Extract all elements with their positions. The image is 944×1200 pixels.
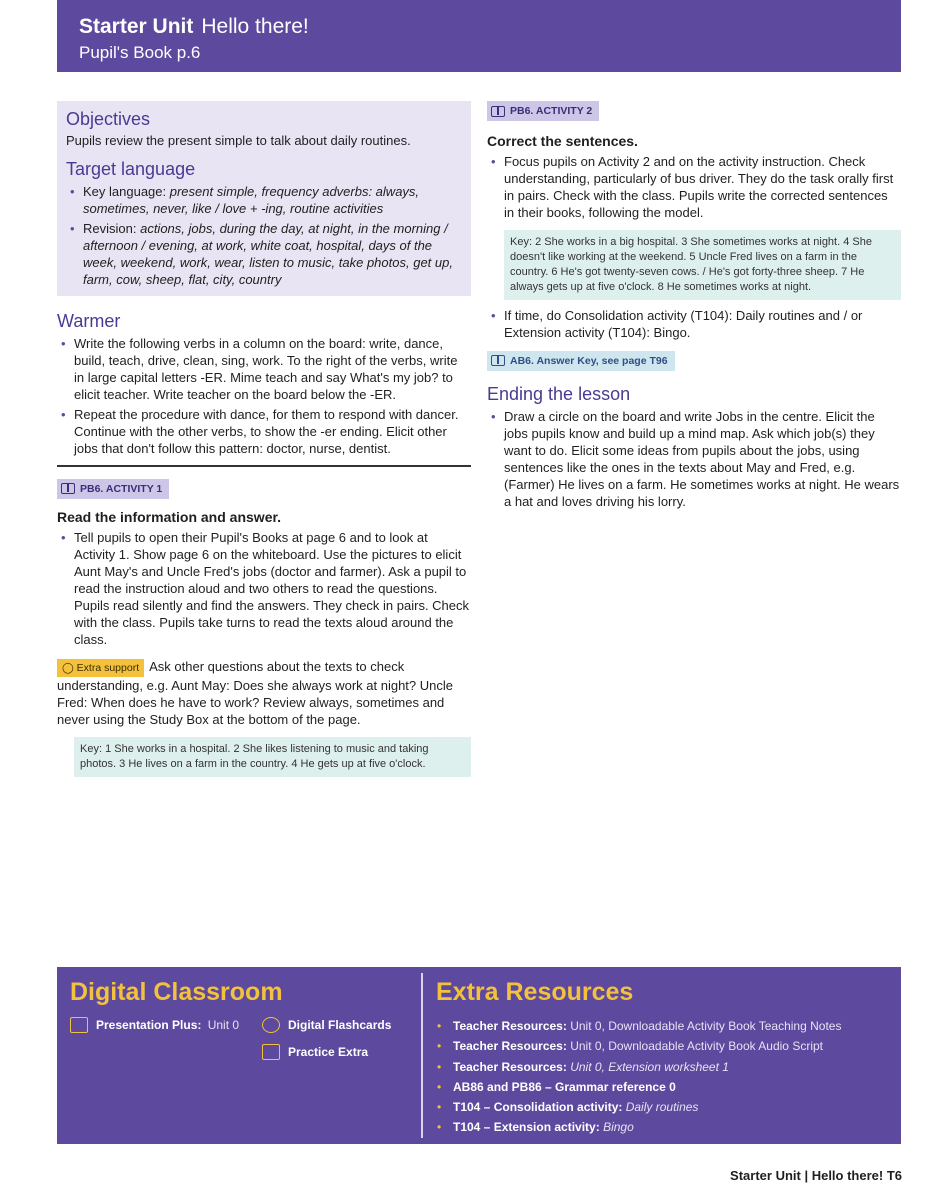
list-item[interactable]: • Teacher Resources: Unit 0, Extension worksheet 1: [436, 1059, 896, 1075]
activity2-list-2: [487, 307, 901, 341]
activity2-list: [487, 153, 901, 221]
ending-list: [487, 408, 901, 510]
objectives-heading: Objectives: [66, 109, 151, 129]
activity2-tag: PB6. ACTIVITY 2: [487, 101, 599, 121]
digital-flashcards-item[interactable]: Digital Flashcards: [262, 1017, 394, 1033]
book-icon: [491, 106, 505, 117]
practice-extra-item[interactable]: Practice Extra: [262, 1044, 371, 1060]
objectives-box: [57, 101, 471, 296]
right-column: [487, 101, 901, 510]
list-item: • Tell pupils to open their Pupil's Books at page 6 and to look at Activity 1. Show page 6 on the whiteboard. Use the pictures to elicit Aunt May's and Uncle Fred's jobs (doctor and farmer). Ask a pupil to read the instruction aloud and two others to read the questions. Pupils read silently and find the answers. They check in pairs. Check with the class. Pupils take turns to read the texts aloud around the class.: [57, 529, 471, 648]
resources-footer: [57, 967, 901, 1144]
ab-answer-key-tag: AB6. Answer Key, see page T96: [487, 351, 675, 371]
unit-label: Starter Unit: [79, 15, 194, 38]
list-item: • Key language: present simple, frequency adverbs: always, sometimes, never, like / love + -ing, routine activities: [66, 183, 461, 217]
extra-support-paragraph: [57, 658, 471, 728]
list-item: • Write the following verbs in a column on the board: write, dance, build, teach, drive, clean, sing, work. To the right of the verbs, write in large capital letters -ER. Mime teach and say What's my job? to elicit teacher. Write teacher on the board below the -ER.: [57, 335, 471, 403]
objectives-text: Pupils review the present simple to talk about daily routines.: [66, 133, 411, 148]
target-language-heading: Target language: [66, 159, 196, 179]
list-item[interactable]: • Teacher Resources: Unit 0, Downloadable Activity Book Teaching Notes: [436, 1018, 896, 1034]
digital-classroom-heading: Digital Classroom: [70, 978, 283, 1006]
activity1-title: Read the information and answer.: [57, 509, 282, 525]
activity2-key: Key: 2 She works in a big hospital. 3 She sometimes works at night. 4 She doesn't like working at the weekend. 5 Uncle Fred lives on a farm in the country. 6 He's got twenty-seven cows. / He's got forty-three sheep. 7 He always gets up at five o'clock. 8 He sometimes works at night.: [504, 230, 901, 300]
extra-resources-heading: Extra Resources: [436, 978, 634, 1006]
footer-divider: [421, 973, 423, 1138]
page-reference: Starter Unit | Hello there! T6: [730, 1168, 902, 1183]
activity1-key: Key: 1 She works in a hospital. 2 She likes listening to music and taking photos. 3 He lives on a farm in the country. 4 He gets up at five o'clock.: [74, 737, 471, 777]
unit-title: Hello there!: [201, 15, 309, 38]
section-divider: [57, 465, 471, 467]
list-item: • Focus pupils on Activity 2 and on the activity instruction. Check understanding, particularly of bus driver. They do the task orally first in pairs. Check with the class. Pupils write the corrected sentences in their books, following the model.: [487, 153, 901, 221]
book-icon: [491, 355, 505, 366]
activity1-list: [57, 529, 471, 648]
extra-support-badge: ◯ Extra support: [57, 659, 144, 677]
list-item: • If time, do Consolidation activity (T104): Daily routines and / or Extension activity (T104): Bingo.: [487, 307, 901, 341]
book-icon: [61, 483, 75, 494]
activity1-tag: PB6. ACTIVITY 1: [57, 479, 169, 499]
unit-title-line: [79, 14, 879, 40]
practice-icon: [262, 1044, 280, 1060]
list-item[interactable]: • Teacher Resources: Unit 0, Downloadable Activity Book Audio Script: [436, 1038, 896, 1054]
page-header: [57, 0, 901, 72]
ending-heading: Ending the lesson: [487, 384, 631, 404]
list-item: • Repeat the procedure with dance, for them to respond with dancer. Continue with the other verbs, to show the -er ending. Elicit other jobs that don't follow this pattern: doctor, nurse, dentist.: [57, 406, 471, 457]
presentation-icon: [70, 1017, 88, 1033]
list-item[interactable]: • T104 – Extension activity: Bingo: [436, 1119, 896, 1135]
warmer-list: [57, 335, 471, 457]
list-item[interactable]: • T104 – Consolidation activity: Daily routines: [436, 1099, 896, 1115]
presentation-plus-item[interactable]: Presentation Plus: Unit 0: [70, 1017, 239, 1033]
book-ref: Pupil's Book p.6: [79, 43, 201, 62]
activity2-title: Correct the sentences.: [487, 132, 638, 149]
list-item[interactable]: • AB86 and PB86 – Grammar reference 0: [436, 1079, 896, 1095]
flashcards-icon: [262, 1017, 280, 1033]
list-item: • Revision: actions, jobs, during the day, at night, in the morning / afternoon / evening, at work, white coat, hospital, days of the week, weekend, work, wear, listen to music, take photos, get up, farm, cow, sheep, flat, city, country: [66, 220, 461, 288]
left-column: [57, 101, 471, 777]
list-item: • Draw a circle on the board and write Jobs in the centre. Elicit the jobs pupils know and build up a mind map. Ask which job(s) they want to do. Elicit some ideas from pupils about the jobs, using sentences like the ones in the texts about May and Fred, e.g. (Farmer) He lives on a farm. He sometimes works at night. He wears a hat and loves driving his lorry.: [487, 408, 901, 510]
warmer-heading: Warmer: [57, 311, 121, 331]
extra-resources-list: [436, 1018, 896, 1140]
target-language-list: [66, 183, 461, 288]
extra-support-text: Ask other questions about the texts to check understanding, e.g. Aunt May: Does she always work at night? Uncle Fred: When does he have to work? Review always, sometimes and never using the Study Box at the bottom of the page.: [57, 659, 453, 727]
